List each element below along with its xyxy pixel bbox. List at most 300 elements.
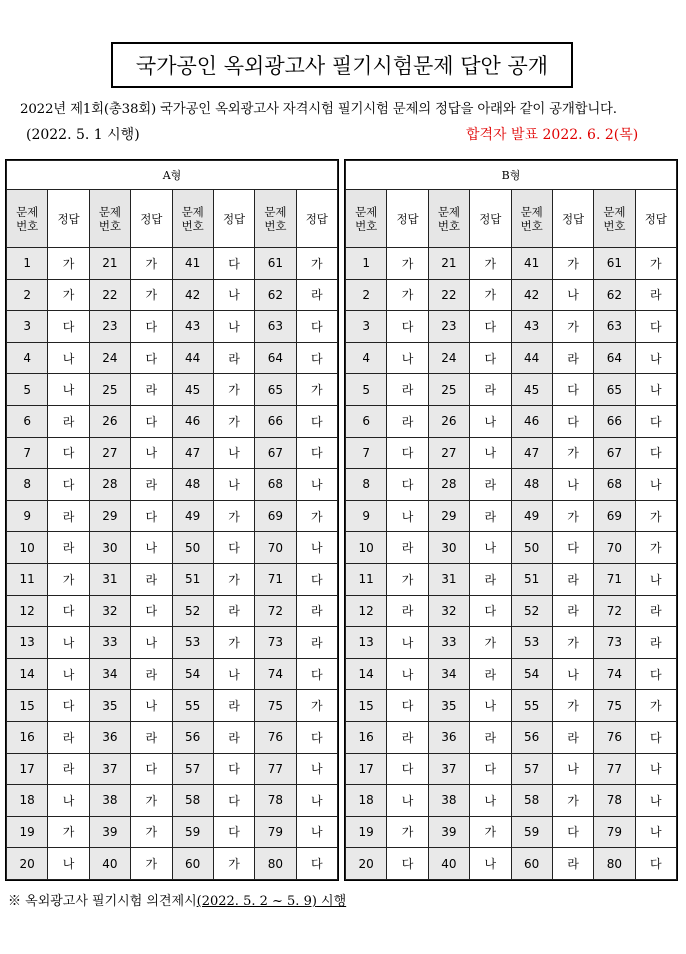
question-number: 14	[346, 658, 387, 690]
question-number: 45	[511, 374, 552, 406]
question-number: 67	[255, 437, 296, 469]
answer-cell: 라	[635, 279, 676, 311]
answer-cell: 라	[48, 753, 89, 785]
answer-cell: 나	[296, 532, 337, 564]
question-number: 61	[255, 248, 296, 280]
question-number: 8	[346, 469, 387, 501]
table-row	[7, 342, 338, 374]
answer-cell: 가	[48, 563, 89, 595]
question-number: 12	[7, 595, 48, 627]
answer-cell: 나	[131, 690, 172, 722]
exam-type-label: B형	[346, 161, 677, 190]
question-number: 4	[346, 342, 387, 374]
question-number: 24	[89, 342, 130, 374]
answer-header: 정답	[470, 190, 511, 248]
question-number: 52	[172, 595, 213, 627]
pass-announcement-date: 합격자 발표 2022. 6. 2(목)	[466, 127, 639, 143]
answer-cell: 가	[48, 279, 89, 311]
question-number: 39	[89, 816, 130, 848]
answer-cell: 가	[470, 627, 511, 659]
question-number: 1	[346, 248, 387, 280]
answer-cell: 나	[213, 469, 254, 501]
answer-cell: 가	[552, 311, 593, 343]
answer-cell: 다	[387, 848, 428, 880]
table-row	[7, 816, 338, 848]
question-number-header	[346, 190, 387, 248]
question-number: 78	[594, 785, 635, 817]
question-number: 66	[594, 405, 635, 437]
question-number: 47	[511, 437, 552, 469]
answer-cell: 나	[552, 753, 593, 785]
question-number: 34	[428, 658, 469, 690]
answer-cell: 라	[470, 469, 511, 501]
answer-cell: 나	[470, 690, 511, 722]
table-row	[346, 595, 677, 627]
answer-cell: 나	[131, 532, 172, 564]
question-number-header	[511, 190, 552, 248]
question-number: 62	[255, 279, 296, 311]
question-number: 15	[7, 690, 48, 722]
answer-cell: 라	[470, 500, 511, 532]
question-number-header	[172, 190, 213, 248]
answer-cell: 가	[213, 500, 254, 532]
answer-cell: 라	[48, 500, 89, 532]
question-number: 76	[594, 721, 635, 753]
table-row	[346, 469, 677, 501]
answer-cell: 나	[470, 437, 511, 469]
table-row	[346, 563, 677, 595]
answer-cell: 다	[296, 563, 337, 595]
question-number: 69	[594, 500, 635, 532]
answer-cell: 라	[635, 627, 676, 659]
answer-cell: 나	[296, 785, 337, 817]
answer-cell: 가	[213, 848, 254, 880]
answer-cell: 나	[387, 785, 428, 817]
column-header-row	[346, 190, 677, 248]
table-row	[7, 721, 338, 753]
answer-cell: 다	[213, 816, 254, 848]
table-row	[7, 848, 338, 880]
question-number-header	[428, 190, 469, 248]
answer-cell: 다	[213, 785, 254, 817]
question-number: 5	[346, 374, 387, 406]
table-row	[346, 816, 677, 848]
question-number: 19	[346, 816, 387, 848]
question-number: 16	[346, 721, 387, 753]
question-number: 20	[7, 848, 48, 880]
answer-cell: 다	[552, 405, 593, 437]
table-row	[7, 279, 338, 311]
question-number: 35	[89, 690, 130, 722]
question-number: 39	[428, 816, 469, 848]
question-number: 55	[172, 690, 213, 722]
answer-cell: 라	[552, 342, 593, 374]
answer-cell: 나	[213, 437, 254, 469]
question-number: 59	[172, 816, 213, 848]
question-number: 2	[346, 279, 387, 311]
answer-cell: 가	[131, 848, 172, 880]
question-number: 59	[511, 816, 552, 848]
table-row	[7, 405, 338, 437]
answer-cell: 나	[470, 848, 511, 880]
answer-header: 정답	[552, 190, 593, 248]
footnote-suffix: 시행	[316, 894, 347, 909]
answer-header: 정답	[635, 190, 676, 248]
question-number: 29	[428, 500, 469, 532]
question-number: 41	[172, 248, 213, 280]
question-number: 11	[7, 563, 48, 595]
question-number: 64	[594, 342, 635, 374]
answer-cell: 가	[213, 374, 254, 406]
answer-cell: 라	[387, 595, 428, 627]
question-number: 66	[255, 405, 296, 437]
answer-cell: 나	[48, 848, 89, 880]
answer-cell: 가	[131, 785, 172, 817]
answer-cell: 라	[48, 405, 89, 437]
answer-cell: 다	[48, 311, 89, 343]
question-number: 30	[89, 532, 130, 564]
question-number: 38	[89, 785, 130, 817]
answer-header: 정답	[387, 190, 428, 248]
header-line: 문제	[16, 204, 39, 219]
answer-cell: 가	[296, 374, 337, 406]
answer-cell: 나	[213, 311, 254, 343]
question-number: 80	[594, 848, 635, 880]
answer-cell: 나	[213, 279, 254, 311]
answer-cell: 가	[213, 563, 254, 595]
answer-cell: 가	[131, 816, 172, 848]
question-number: 40	[428, 848, 469, 880]
question-number: 1	[7, 248, 48, 280]
answer-cell: 나	[635, 374, 676, 406]
answer-cell: 다	[48, 690, 89, 722]
question-number: 45	[172, 374, 213, 406]
page-title: 국가공인 옥외광고사 필기시험문제 답안 공개	[135, 54, 549, 78]
header-line: 번호	[16, 218, 39, 233]
answer-cell: 가	[296, 248, 337, 280]
header-line: 번호	[603, 218, 626, 233]
answer-cell: 다	[635, 848, 676, 880]
table-row	[346, 532, 677, 564]
answer-cell: 나	[635, 469, 676, 501]
answer-cell: 나	[635, 816, 676, 848]
table-row	[346, 848, 677, 880]
answer-cell: 나	[387, 500, 428, 532]
table-row	[7, 785, 338, 817]
answer-cell: 나	[131, 437, 172, 469]
question-number: 24	[428, 342, 469, 374]
answer-cell: 다	[470, 311, 511, 343]
answer-cell: 가	[552, 627, 593, 659]
question-number: 10	[7, 532, 48, 564]
table-row	[346, 785, 677, 817]
table-row	[346, 437, 677, 469]
question-number: 27	[428, 437, 469, 469]
table-row	[7, 500, 338, 532]
question-number: 61	[594, 248, 635, 280]
question-number: 79	[594, 816, 635, 848]
question-number: 43	[511, 311, 552, 343]
question-number: 15	[346, 690, 387, 722]
answer-cell: 다	[48, 437, 89, 469]
question-number: 53	[511, 627, 552, 659]
question-number: 19	[7, 816, 48, 848]
question-number: 42	[172, 279, 213, 311]
answer-cell: 라	[552, 595, 593, 627]
question-number: 20	[346, 848, 387, 880]
answer-cell: 다	[635, 437, 676, 469]
question-number: 35	[428, 690, 469, 722]
question-number: 41	[511, 248, 552, 280]
answer-cell: 다	[387, 690, 428, 722]
question-number: 77	[255, 753, 296, 785]
question-number: 78	[255, 785, 296, 817]
question-number: 25	[89, 374, 130, 406]
question-number: 60	[511, 848, 552, 880]
exam-type-label: A형	[7, 161, 338, 190]
answer-cell: 나	[470, 532, 511, 564]
table-row	[7, 248, 338, 280]
answer-cell: 라	[213, 690, 254, 722]
answer-cell: 다	[387, 469, 428, 501]
question-number: 44	[172, 342, 213, 374]
answer-cell: 나	[131, 627, 172, 659]
answer-cell: 다	[48, 595, 89, 627]
answer-cell: 나	[470, 405, 511, 437]
question-number: 5	[7, 374, 48, 406]
answer-cell: 가	[552, 437, 593, 469]
answer-cell: 라	[48, 721, 89, 753]
answer-cell: 가	[387, 563, 428, 595]
answer-cell: 다	[470, 753, 511, 785]
header-line: 번호	[98, 218, 122, 233]
question-number: 57	[172, 753, 213, 785]
question-number: 18	[346, 785, 387, 817]
table-row	[346, 721, 677, 753]
question-number: 52	[511, 595, 552, 627]
answer-cell: 나	[552, 658, 593, 690]
answer-cell: 나	[635, 563, 676, 595]
header-line: 번호	[355, 218, 378, 233]
answer-cell: 가	[552, 500, 593, 532]
question-number: 48	[511, 469, 552, 501]
question-number: 3	[346, 311, 387, 343]
question-number-header	[594, 190, 635, 248]
question-number: 47	[172, 437, 213, 469]
type-header-row	[346, 161, 677, 190]
question-number: 31	[428, 563, 469, 595]
question-number: 16	[7, 721, 48, 753]
question-number: 76	[255, 721, 296, 753]
answer-cell: 라	[296, 279, 337, 311]
answer-cell: 라	[131, 721, 172, 753]
answer-cell: 가	[552, 785, 593, 817]
answer-cell: 라	[387, 374, 428, 406]
question-number: 48	[172, 469, 213, 501]
table-row	[346, 248, 677, 280]
answer-cell: 나	[48, 785, 89, 817]
question-number: 6	[346, 405, 387, 437]
answer-table-b	[345, 160, 677, 880]
question-number: 33	[89, 627, 130, 659]
answer-cell: 다	[131, 500, 172, 532]
answer-cell: 나	[296, 753, 337, 785]
answer-cell: 라	[131, 563, 172, 595]
table-row	[346, 374, 677, 406]
question-number: 13	[7, 627, 48, 659]
question-number: 63	[594, 311, 635, 343]
answer-cell: 라	[296, 627, 337, 659]
table-row	[7, 374, 338, 406]
answer-cell: 다	[552, 374, 593, 406]
answer-cell: 라	[48, 532, 89, 564]
question-number: 54	[172, 658, 213, 690]
question-number: 26	[89, 405, 130, 437]
question-number: 18	[7, 785, 48, 817]
question-number: 69	[255, 500, 296, 532]
answer-cell: 나	[635, 785, 676, 817]
answer-cell: 라	[131, 469, 172, 501]
table-row	[346, 279, 677, 311]
question-number: 31	[89, 563, 130, 595]
answer-cell: 다	[635, 658, 676, 690]
table-row	[7, 690, 338, 722]
question-number: 51	[172, 563, 213, 595]
question-number: 29	[89, 500, 130, 532]
answer-cell: 다	[213, 532, 254, 564]
table-row	[7, 627, 338, 659]
question-number: 58	[172, 785, 213, 817]
header-line: 문제	[264, 204, 287, 219]
question-number: 64	[255, 342, 296, 374]
question-number: 27	[89, 437, 130, 469]
header-line: 문제	[181, 204, 204, 219]
question-number-header	[89, 190, 130, 248]
answer-cell: 가	[387, 816, 428, 848]
answer-cell: 나	[296, 469, 337, 501]
answer-cell: 다	[635, 405, 676, 437]
answer-cell: 라	[470, 374, 511, 406]
header-line: 문제	[355, 204, 378, 219]
answer-cell: 라	[470, 658, 511, 690]
answer-cell: 가	[48, 248, 89, 280]
table-row	[7, 563, 338, 595]
answer-cell: 라	[470, 563, 511, 595]
question-number: 74	[594, 658, 635, 690]
table-row	[7, 532, 338, 564]
answer-cell: 라	[213, 721, 254, 753]
answer-cell: 가	[296, 500, 337, 532]
answer-header: 정답	[131, 190, 172, 248]
question-number: 21	[428, 248, 469, 280]
question-number: 9	[346, 500, 387, 532]
question-number: 33	[428, 627, 469, 659]
question-number: 79	[255, 816, 296, 848]
answer-cell: 나	[635, 342, 676, 374]
question-number: 56	[172, 721, 213, 753]
answer-cell: 다	[213, 248, 254, 280]
question-number: 28	[428, 469, 469, 501]
question-number: 80	[255, 848, 296, 880]
question-number: 73	[255, 627, 296, 659]
answer-cell: 가	[552, 690, 593, 722]
question-number: 38	[428, 785, 469, 817]
table-row	[7, 469, 338, 501]
header-line: 번호	[181, 218, 204, 233]
question-number: 40	[89, 848, 130, 880]
answer-cell: 라	[470, 721, 511, 753]
question-number: 7	[346, 437, 387, 469]
table-row	[346, 658, 677, 690]
header-line: 문제	[603, 204, 626, 219]
answer-cell: 나	[387, 627, 428, 659]
answer-cell: 가	[635, 532, 676, 564]
answer-cell: 가	[470, 279, 511, 311]
answer-cell: 라	[552, 848, 593, 880]
footnote	[8, 890, 346, 909]
answer-cell: 가	[48, 816, 89, 848]
answer-cell: 라	[552, 563, 593, 595]
question-number: 30	[428, 532, 469, 564]
question-number: 46	[172, 405, 213, 437]
answer-cell: 가	[387, 279, 428, 311]
question-number: 53	[172, 627, 213, 659]
question-number-header	[255, 190, 296, 248]
answer-cell: 다	[552, 532, 593, 564]
answer-cell: 나	[552, 279, 593, 311]
answer-cell: 다	[387, 437, 428, 469]
question-number: 4	[7, 342, 48, 374]
announcement-text: 2022년 제1회(총38회) 국가공인 옥외광고사 자격시험 필기시험 문제의 정답을 아래와 같이 공개합니다.	[20, 102, 617, 117]
answer-header: 정답	[213, 190, 254, 248]
answer-cell: 나	[48, 374, 89, 406]
answer-cell: 라	[387, 532, 428, 564]
question-number: 60	[172, 848, 213, 880]
question-number: 6	[7, 405, 48, 437]
answer-cell: 다	[48, 469, 89, 501]
question-number: 13	[346, 627, 387, 659]
table-row	[346, 690, 677, 722]
table-row	[346, 342, 677, 374]
question-number: 56	[511, 721, 552, 753]
answer-cell: 다	[131, 753, 172, 785]
question-number: 37	[428, 753, 469, 785]
footnote-prefix: ※ 옥외광고사 필기시험 의견제시	[8, 894, 197, 909]
question-number: 62	[594, 279, 635, 311]
question-number: 75	[255, 690, 296, 722]
answer-cell: 다	[296, 437, 337, 469]
answer-cell: 나	[48, 627, 89, 659]
question-number: 51	[511, 563, 552, 595]
answer-cell: 라	[213, 595, 254, 627]
question-number: 55	[511, 690, 552, 722]
table-row	[7, 437, 338, 469]
answer-cell: 나	[552, 469, 593, 501]
table-row	[346, 627, 677, 659]
answer-cell: 가	[470, 816, 511, 848]
answer-cell: 라	[635, 595, 676, 627]
question-number: 46	[511, 405, 552, 437]
question-number: 11	[346, 563, 387, 595]
answer-cell: 다	[296, 405, 337, 437]
question-number: 65	[255, 374, 296, 406]
answer-cell: 가	[635, 690, 676, 722]
column-header-row	[7, 190, 338, 248]
answer-cell: 다	[296, 311, 337, 343]
question-number: 50	[511, 532, 552, 564]
question-number: 8	[7, 469, 48, 501]
question-number: 21	[89, 248, 130, 280]
